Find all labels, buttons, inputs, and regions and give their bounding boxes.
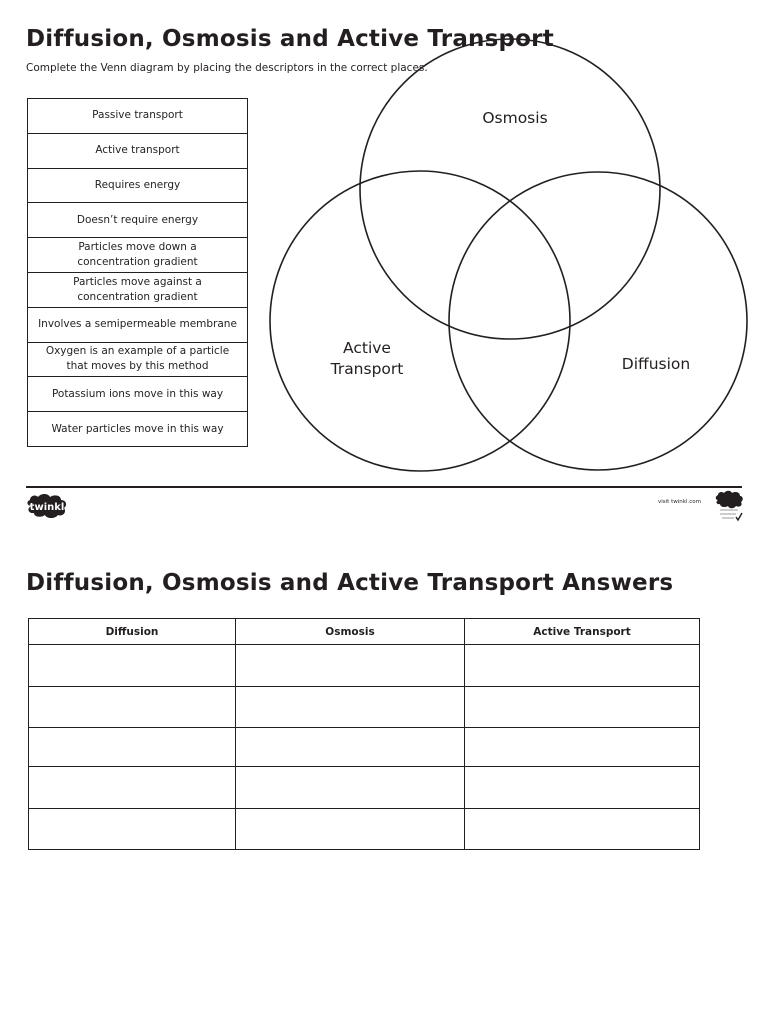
answers-header-row bbox=[29, 619, 700, 645]
descriptor-row bbox=[28, 412, 248, 447]
answer-cell[interactable] bbox=[236, 686, 465, 728]
venn-circle-active-transport bbox=[270, 171, 570, 471]
answer-row bbox=[29, 645, 700, 687]
answer-cell[interactable] bbox=[465, 686, 700, 728]
answer-cell[interactable] bbox=[29, 686, 236, 728]
answer-cell[interactable] bbox=[465, 767, 700, 809]
instruction-text: Complete the Venn diagram by placing the descriptors in the correct places. bbox=[26, 62, 428, 74]
descriptor-row bbox=[28, 203, 248, 238]
answer-cell[interactable] bbox=[465, 645, 700, 687]
descriptor-row bbox=[28, 377, 248, 412]
answer-cell[interactable] bbox=[29, 767, 236, 809]
answers-table bbox=[28, 618, 700, 850]
descriptor-row bbox=[28, 99, 248, 134]
descriptor-cell: Involves a semipermeable membrane bbox=[28, 307, 248, 342]
answer-cell[interactable] bbox=[465, 728, 700, 767]
venn-label-osmosis: Osmosis bbox=[482, 109, 548, 127]
twinkl-logo bbox=[25, 493, 69, 519]
twinkl-logo-text: twinkl bbox=[29, 502, 65, 513]
answer-cell[interactable] bbox=[29, 808, 236, 850]
venn-label-active-transport: Active Transport bbox=[330, 339, 404, 378]
descriptor-row bbox=[28, 133, 248, 168]
descriptor-cell: Potassium ions move in this way bbox=[28, 377, 248, 412]
descriptor-cell: Particles move against a concentration gradient bbox=[28, 272, 248, 307]
answer-cell[interactable] bbox=[236, 728, 465, 767]
descriptor-row bbox=[28, 307, 248, 342]
twinkl-small-logo bbox=[714, 490, 744, 522]
footer-divider bbox=[26, 486, 742, 488]
header-osmosis: Osmosis bbox=[236, 619, 465, 645]
answers-title: Diffusion, Osmosis and Active Transport Answers bbox=[26, 570, 674, 596]
descriptor-row bbox=[28, 238, 248, 273]
answer-cell[interactable] bbox=[236, 808, 465, 850]
venn-circle-diffusion bbox=[449, 172, 747, 470]
header-active-transport: Active Transport bbox=[465, 619, 700, 645]
descriptor-cell: Oxygen is an example of a particle that moves by this method bbox=[28, 342, 248, 377]
descriptor-cell: Particles move down a concentration gradient bbox=[28, 238, 248, 273]
descriptor-row bbox=[28, 342, 248, 377]
venn-circle-osmosis bbox=[360, 39, 660, 339]
answer-row bbox=[29, 767, 700, 809]
answer-cell[interactable] bbox=[236, 645, 465, 687]
descriptor-cell: Passive transport bbox=[28, 99, 248, 134]
answer-cell[interactable] bbox=[29, 645, 236, 687]
page-title: Diffusion, Osmosis and Active Transport bbox=[26, 26, 554, 52]
answer-cell[interactable] bbox=[465, 808, 700, 850]
descriptor-table bbox=[27, 98, 248, 447]
descriptor-cell: Water particles move in this way bbox=[28, 412, 248, 447]
answer-row bbox=[29, 686, 700, 728]
descriptor-cell: Requires energy bbox=[28, 168, 248, 203]
header-diffusion: Diffusion bbox=[29, 619, 236, 645]
answer-row bbox=[29, 808, 700, 850]
venn-label-diffusion: Diffusion bbox=[621, 355, 691, 373]
descriptor-row bbox=[28, 168, 248, 203]
answer-cell[interactable] bbox=[236, 767, 465, 809]
answer-cell[interactable] bbox=[29, 728, 236, 767]
descriptor-row bbox=[28, 272, 248, 307]
visit-url: visit twinkl.com bbox=[658, 499, 701, 505]
descriptor-cell: Active transport bbox=[28, 133, 248, 168]
descriptor-cell: Doesn’t require energy bbox=[28, 203, 248, 238]
answer-row bbox=[29, 728, 700, 767]
